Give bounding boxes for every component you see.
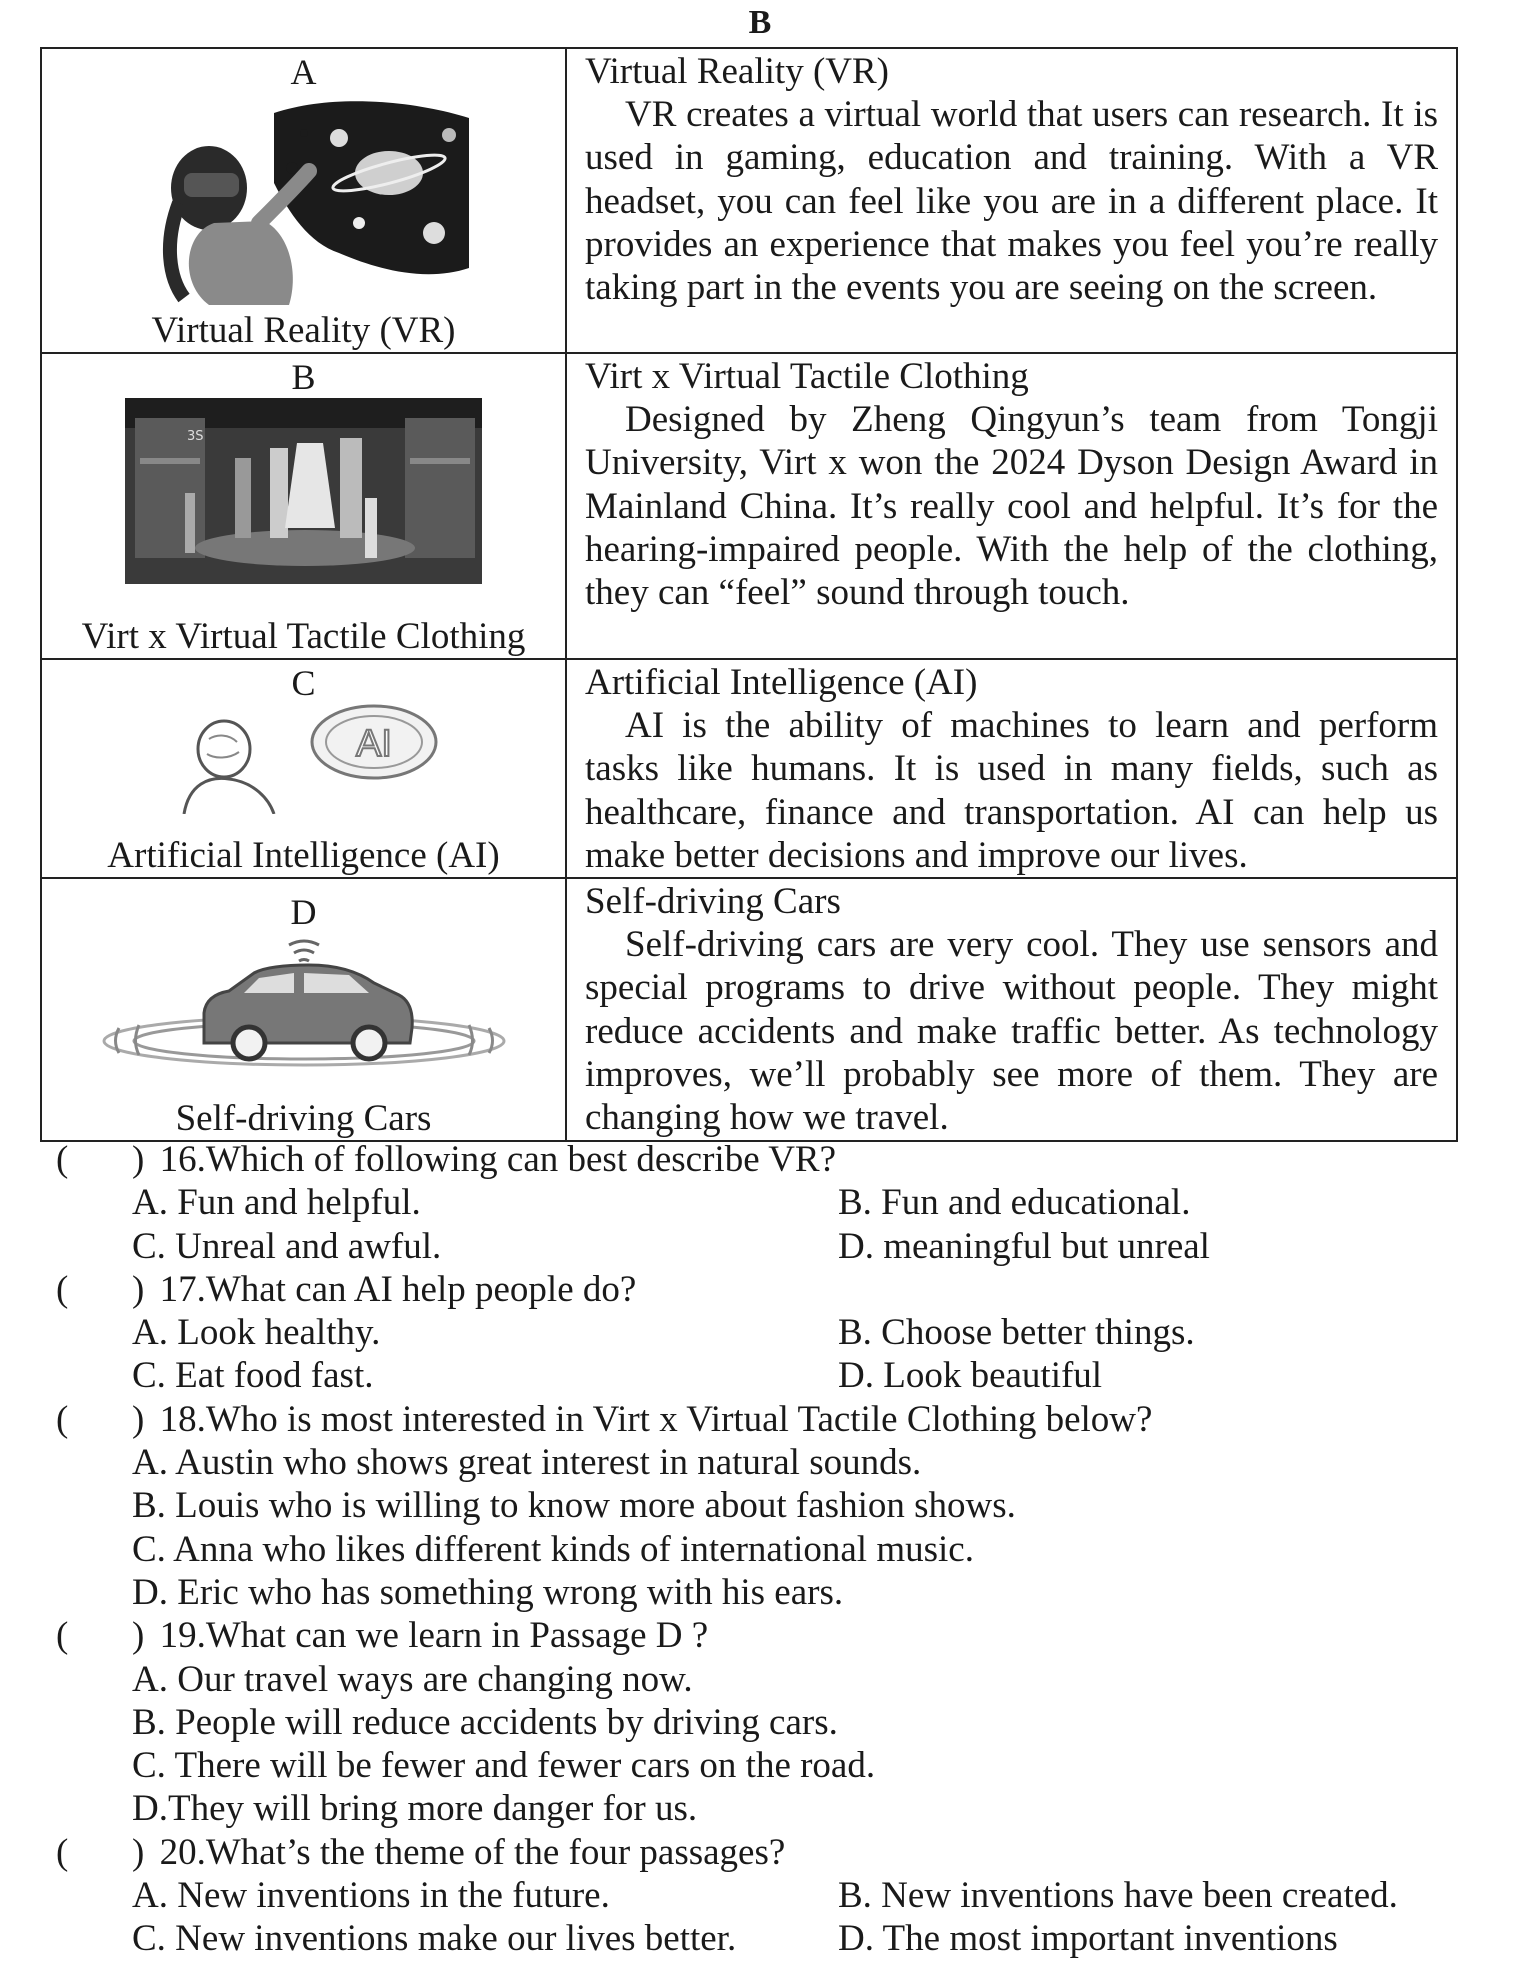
question-text: 17.What can AI help people do? xyxy=(159,1268,637,1310)
option-c: C. New inventions make our lives better. xyxy=(132,1918,737,1960)
question-stem xyxy=(56,1831,1476,1874)
passage-c-body: AI is the ability of machines to learn and perform tasks like humans. It is used in many fields, such as healthcare, finance and transportation. AI can help us make better decisions and improve our lives. xyxy=(585,705,1438,876)
option-row xyxy=(56,1874,1476,1917)
passage-a-title: Virtual Reality (VR) xyxy=(585,51,889,92)
option-d: D. Eric who has something wrong with his ears. xyxy=(132,1571,844,1613)
passage-a-text-cell xyxy=(566,48,1457,353)
passage-d-text-cell xyxy=(566,878,1457,1140)
passage-b-caption: Virt x Virtual Tactile Clothing xyxy=(81,616,526,657)
question-text: 16.Which of following can best describe VR? xyxy=(159,1139,837,1180)
option-a: A. Austin who shows great interest in natural sounds. xyxy=(132,1442,922,1484)
answer-paren-open: ( xyxy=(56,1615,69,1657)
answer-paren-close: ) xyxy=(132,1268,145,1310)
passage-b-image-cell xyxy=(41,353,566,659)
passage-c-letter: C xyxy=(291,663,316,703)
option-d: D. meaningful but unreal xyxy=(838,1225,1210,1267)
question-19 xyxy=(56,1614,1476,1830)
option-a: A. Look healthy. xyxy=(132,1312,381,1354)
question-text: 20.What’s the theme of the four passages? xyxy=(159,1831,786,1873)
answer-paren-open: ( xyxy=(56,1139,69,1180)
question-stem xyxy=(56,1268,1476,1311)
option-row xyxy=(56,1354,1476,1397)
option-b: B. Fun and educational. xyxy=(838,1182,1191,1224)
passage-row-c xyxy=(41,659,1457,878)
passage-a-body: VR creates a virtual world that users can research. It is used in gaming, education and training. With a VR headset, you can feel like you are in a different place. It provides an experience that makes you feel you’re really taking part in the events you are seeing on the screen. xyxy=(585,94,1438,309)
question-text: 19.What can we learn in Passage D ? xyxy=(159,1615,709,1657)
ai-emblem-text: AI xyxy=(355,723,392,765)
passage-b-title: Virt x Virtual Tactile Clothing xyxy=(585,356,1029,397)
question-stem xyxy=(56,1398,1476,1441)
passage-b-text-cell xyxy=(566,353,1457,659)
passage-c-image-cell xyxy=(41,659,566,878)
passage-d-image-cell xyxy=(41,878,566,1140)
answer-paren-close: ) xyxy=(132,1615,145,1657)
passage-row-d xyxy=(41,878,1457,1140)
vr-headset-illustration xyxy=(124,93,484,308)
option-a: A. New inventions in the future. xyxy=(132,1875,610,1917)
passage-d-body: Self-driving cars are very cool. They use sensors and special programs to drive without people. They might reduce accidents and make traffic better. As technology improves, we’ll probably see more of them. They are changing how we travel. xyxy=(585,924,1438,1139)
question-stem xyxy=(56,1614,1476,1657)
question-17 xyxy=(56,1268,1476,1398)
passage-row-b xyxy=(41,353,1457,659)
passage-d-title: Self-driving Cars xyxy=(585,881,841,923)
answer-paren-close: ) xyxy=(132,1139,145,1180)
answer-paren-open: ( xyxy=(56,1268,69,1310)
answer-paren-close: ) xyxy=(132,1831,145,1873)
option-c: C. There will be fewer and fewer cars on the road. xyxy=(132,1745,876,1787)
question-18 xyxy=(56,1398,1476,1614)
question-20 xyxy=(56,1831,1476,1961)
option-row xyxy=(56,1181,1476,1224)
passage-c-title: Artificial Intelligence (AI) xyxy=(585,662,978,703)
option-a: A. Fun and helpful. xyxy=(132,1182,421,1224)
question-stem xyxy=(56,1138,1476,1181)
option-row xyxy=(56,1311,1476,1354)
ai-robot-illustration xyxy=(169,704,439,814)
option-a: A. Our travel ways are changing now. xyxy=(132,1658,693,1700)
passage-c-text-cell xyxy=(566,659,1457,878)
option-b: B. People will reduce accidents by driving cars. xyxy=(132,1701,838,1743)
passage-b-body: Designed by Zheng Qingyun’s team from Tongji University, Virt x won the 2024 Dyson Design Award in Mainland China. It’s really cool and helpful. It’s for the hearing-impaired people. With the help of the clothing, they can “feel” sound through touch. xyxy=(585,399,1438,614)
self-driving-car-illustration xyxy=(94,933,514,1073)
option-row xyxy=(56,1225,1476,1268)
option-c: C. Anna who likes different kinds of international music. xyxy=(132,1528,974,1570)
passage-d-caption: Self-driving Cars xyxy=(175,1097,432,1139)
option-b: B. Choose better things. xyxy=(838,1312,1195,1354)
answer-paren-close: ) xyxy=(132,1398,145,1440)
option-row xyxy=(56,1917,1476,1960)
passage-a-letter: A xyxy=(290,52,317,92)
option-b: B. Louis who is willing to know more about fashion shows. xyxy=(132,1485,1016,1527)
questions-section xyxy=(56,1138,1476,1961)
tactile-clothing-photo xyxy=(125,398,482,584)
option-d: D. The most important inventions xyxy=(838,1918,1338,1960)
question-text: 18.Who is most interested in Virt x Virtual Tactile Clothing below? xyxy=(159,1398,1153,1440)
option-c: C. Eat food fast. xyxy=(132,1355,374,1397)
answer-paren-open: ( xyxy=(56,1831,69,1873)
question-16 xyxy=(56,1138,1476,1268)
passage-d-letter: D xyxy=(290,892,317,933)
passage-b-letter: B xyxy=(291,357,316,397)
option-c: C. Unreal and awful. xyxy=(132,1225,442,1267)
option-d: D.They will bring more danger for us. xyxy=(132,1788,698,1830)
option-d: D. Look beautiful xyxy=(838,1355,1103,1397)
passage-a-image-cell xyxy=(41,48,566,353)
answer-paren-open: ( xyxy=(56,1398,69,1440)
svg-text:3S: 3S xyxy=(187,429,204,444)
passage-c-caption: Artificial Intelligence (AI) xyxy=(107,835,500,877)
section-title: B xyxy=(748,4,772,41)
option-b: B. New inventions have been created. xyxy=(838,1875,1398,1917)
passage-row-a xyxy=(41,48,1457,353)
passage-a-caption: Virtual Reality (VR) xyxy=(151,310,456,351)
passages-table xyxy=(40,47,1458,1142)
